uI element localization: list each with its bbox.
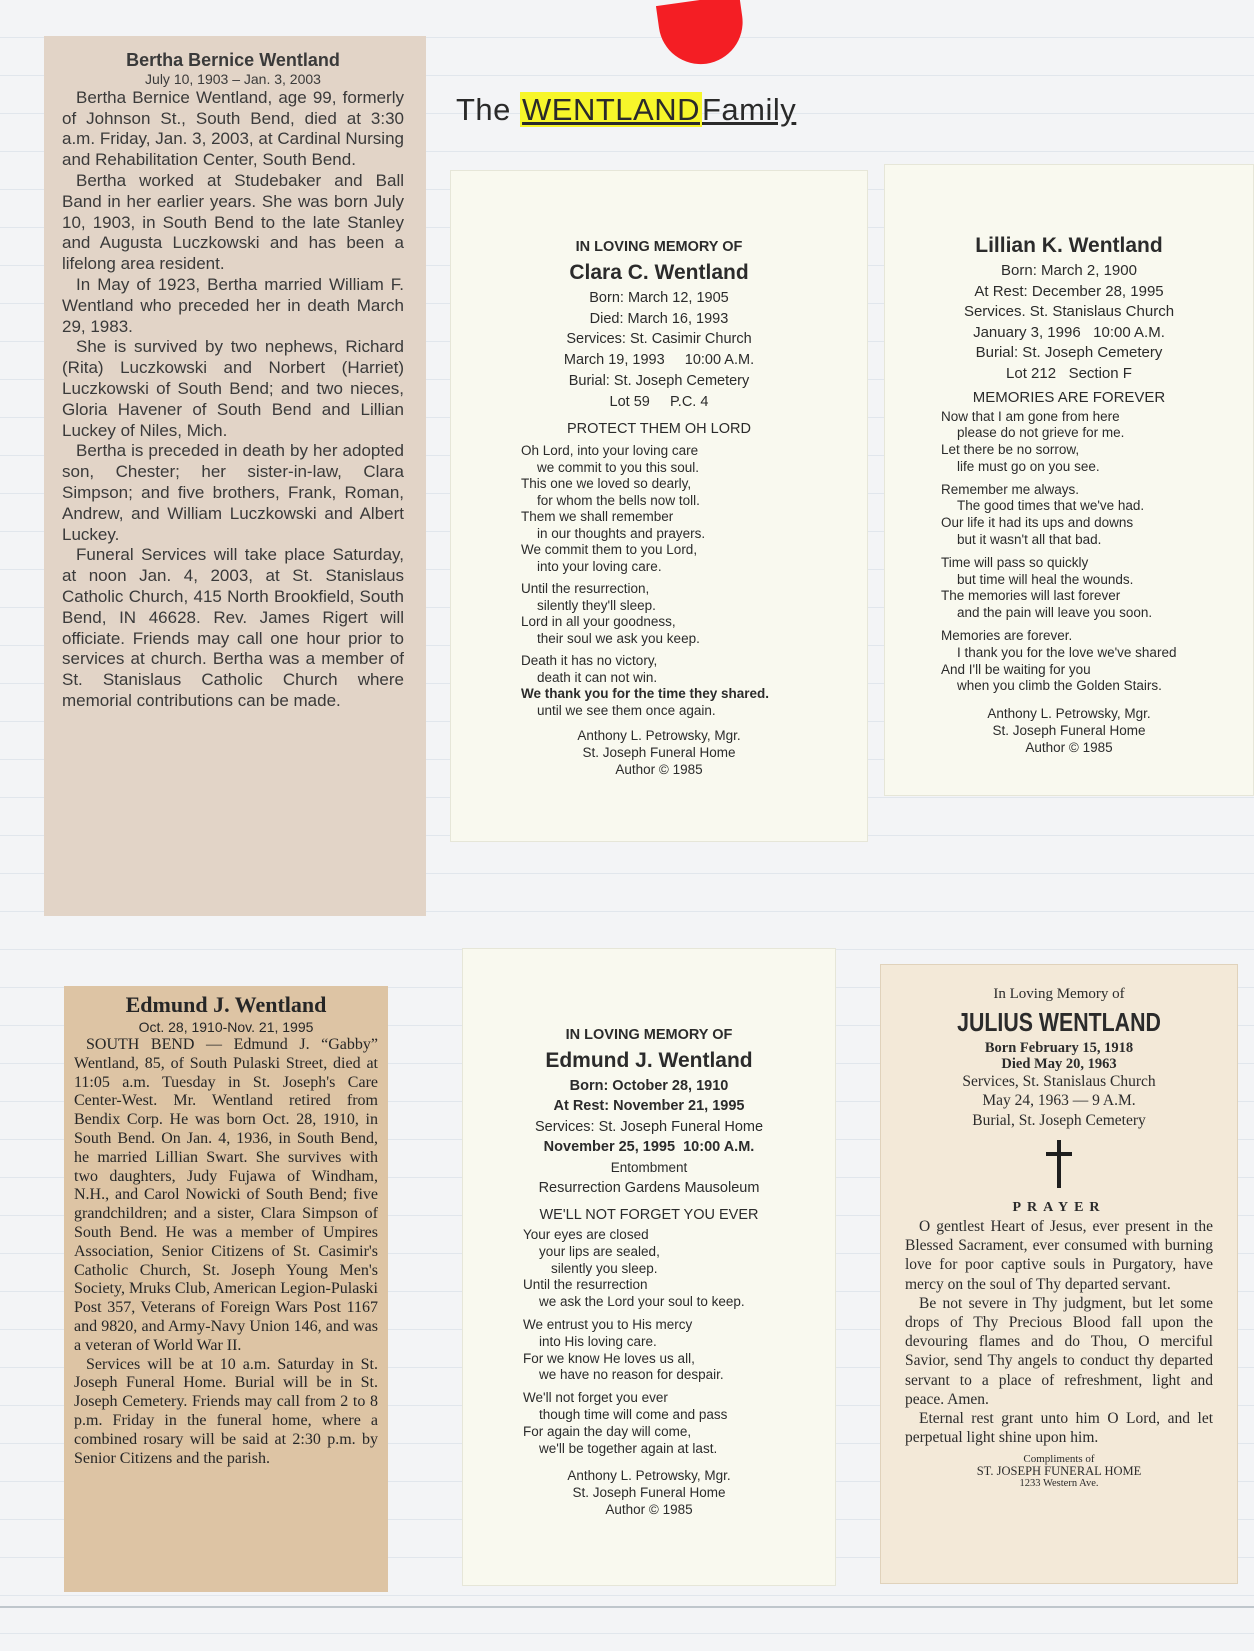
- card-services: Services: St. Casimir Church: [566, 331, 752, 348]
- poem-line: Memories are forever.: [941, 628, 1073, 644]
- poem-line: we ask the Lord your soul to keep.: [539, 1294, 745, 1310]
- poem-line: Oh Lord, into your loving care: [521, 443, 699, 459]
- card-credit: [463, 1467, 835, 1518]
- prayer-title: PRAYER: [1012, 1199, 1106, 1215]
- poem-line: Until the resurrection: [523, 1277, 648, 1293]
- poem-line: when you climb the Golden Stairs.: [957, 678, 1162, 694]
- poem-line: The memories will last forever: [941, 588, 1121, 604]
- funeral-home-address: 1233 Western Ave.: [1019, 1478, 1099, 1490]
- card-burial: Burial, St. Joseph Cemetery: [972, 1111, 1146, 1129]
- page-title: [456, 92, 796, 128]
- poem-line: we'll be together again at last.: [539, 1440, 718, 1456]
- compliments-text: Compliments of: [1023, 1453, 1095, 1466]
- obituary-paragraph: Bertha worked at Studebaker and Ball Band in her earlier years. She was born July 10, 1903, in South Bend to the late Stanley and Augusta Luczkowski and has been a lifelong area resident.: [62, 170, 404, 274]
- obituary-paragraph: Bertha is preceded in death by her adopted son, Chester; her sister-in-law, Clara Simpson; and five brothers, Frank, Roman, Andrew, and William Luczkowski and Albert Luckey.: [62, 441, 404, 544]
- card-burial: Burial: St. Joseph Cemetery: [975, 344, 1163, 361]
- prayer-paragraph: Eternal rest grant unto him O Lord, and let perpetual light shine upon him.: [905, 1410, 1213, 1447]
- poem-line: Your eyes are closed: [523, 1227, 649, 1242]
- poem-line: in our thoughts and prayers.: [537, 525, 706, 541]
- obituary-dates: July 10, 1903 – Jan. 3, 2003: [145, 70, 321, 87]
- poem-line: death it can not win.: [537, 669, 658, 685]
- poem-line: We entrust you to His mercy: [523, 1316, 693, 1332]
- poem-title: PROTECT THEM OH LORD: [567, 420, 751, 437]
- memorial-card-edmund: [462, 948, 836, 1586]
- poem-title: WE'LL NOT FORGET YOU EVER: [539, 1206, 759, 1223]
- poem-title: MEMORIES ARE FOREVER: [972, 389, 1166, 406]
- title-suffix: Family: [702, 92, 797, 127]
- card-service-date: November 25, 1995 10:00 A.M.: [543, 1139, 755, 1155]
- card-at-rest: At Rest: November 21, 1995: [553, 1098, 745, 1114]
- card-credit: [451, 727, 867, 778]
- poem-line: For again the day will come,: [523, 1423, 692, 1439]
- card-born: Born: March 2, 1900: [1001, 262, 1137, 279]
- poem-line: And I'll be waiting for you: [941, 661, 1091, 677]
- poem-line: your lips are sealed,: [539, 1243, 660, 1259]
- obituary-paragraph: She is survived by two nephews, Richard (Rita) Luczkowski and Norbert (Harriet) Luczkowski of South Bend; and two nieces, Gloria Havener of South Bend and Lillian Luckey of Niles, Mich.: [62, 337, 404, 440]
- obituary-name: Bertha Bernice Wentland: [126, 50, 340, 70]
- poem-line: Time will pass so quickly: [941, 554, 1089, 570]
- poem-line: We thank you for the time they shared.: [521, 686, 770, 702]
- poem-line: Lord in all your goodness,: [521, 614, 676, 630]
- poem-line: and the pain will leave you soon.: [957, 605, 1153, 621]
- poem-line: Let there be no sorrow,: [941, 442, 1080, 458]
- obituary-paragraph: Services will be at 10 a.m. Saturday in St. Joseph Funeral Home. Burial will be in St. Joseph Cemetery. Friends may call from 2 to 8 p.m. Friday in the funeral home, where a combined rosary will be said at 2:30 p.m. by Senior Citizens and the parish.: [74, 1355, 378, 1467]
- card-name: Edmund J. Wentland: [545, 1048, 753, 1072]
- card-mausoleum: Resurrection Gardens Mausoleum: [538, 1180, 760, 1196]
- poem-line: into His loving care.: [539, 1333, 657, 1349]
- credit-line: St. Joseph Funeral Home: [582, 745, 736, 761]
- poem-line: Death it has no victory,: [521, 653, 658, 669]
- obituary-paragraph: Bertha Bernice Wentland, age 99, formerly of Johnson St., South Bend, died at 3:30 a.m. Friday, Jan. 3, 2003, at Cardinal Nursing and Rehabilitation Center, South Bend.: [62, 87, 404, 170]
- poem-line: This one we loved so dearly,: [521, 476, 692, 492]
- poem: [463, 1227, 835, 1457]
- poem-line: For we know He loves us all,: [523, 1350, 695, 1366]
- obituary-paragraph: SOUTH BEND — Edmund J. “Gabby” Wentland, 85, of South Pulaski Street, died at 11:05 a.m. Tuesday in St. Joseph's Care Center-West. Mr. Wentland retired from Bendix Corp. He was born Oct. 28, 1910, in South Bend. On Jan. 4, 1936, in South Bend, he married Lillian Swart. She survives with two daughters, Judy Fujawa of Windham, N.H., and Carol Nowicki of South Bend; five grandchildren; and a sister, Clara Simpson of South Bend. He was a member of Umpires Association, Senior Citizens of St. Casimir's Catholic Church, St. Joseph Young Men's Society, Mruks Club, American Legion-Pulaski Post 357, Veterans of Foreign Wars Post 1167 and 9820, and Army-Navy Union 146, and was a veteran of World War II.: [74, 1036, 378, 1354]
- prayer: [881, 1217, 1237, 1447]
- card-service-date: March 19, 1993 10:00 A.M.: [563, 352, 755, 369]
- credit-line: Anthony L. Petrowsky, Mgr.: [577, 728, 741, 744]
- obituary-name: Edmund J. Wentland: [125, 992, 327, 1017]
- card-at-rest: At Rest: December 28, 1995: [974, 282, 1164, 300]
- card-credit: [885, 705, 1253, 756]
- card-burial: Burial: St. Joseph Cemetery: [568, 372, 750, 389]
- poem-line: we have no reason for despair.: [539, 1367, 724, 1383]
- card-born: Born: October 28, 1910: [569, 1077, 729, 1094]
- card-died: Died May 20, 1963: [1001, 1056, 1117, 1073]
- credit-line: Anthony L. Petrowsky, Mgr.: [987, 706, 1151, 722]
- credit-line: Anthony L. Petrowsky, Mgr.: [567, 1468, 731, 1484]
- poem-line: their soul we ask you keep.: [537, 630, 700, 646]
- obituary-clipping-edmund: [64, 986, 388, 1592]
- obituary-dates: Oct. 28, 1910-Nov. 21, 1995: [138, 1019, 314, 1035]
- prayer-paragraph: O gentlest Heart of Jesus, ever present in the Blessed Sacrament, ever consumed with burning love for poor captive souls in Purgatory, have mercy on the soul of Thy departed servant.: [905, 1218, 1213, 1293]
- poem-line: silently they'll sleep.: [537, 597, 656, 613]
- card-entombment: Entombment: [610, 1159, 688, 1175]
- funeral-home-name: ST. JOSEPH FUNERAL HOME: [976, 1464, 1142, 1479]
- card-heading: IN LOVING MEMORY OF: [575, 239, 743, 255]
- card-service-date: January 3, 1996 10:00 A.M.: [973, 323, 1165, 341]
- poem: [885, 409, 1253, 696]
- obituary-clipping-bertha: [44, 36, 426, 916]
- poem-line: until we see them once again.: [537, 702, 716, 718]
- card-name: Clara C. Wentland: [569, 260, 749, 284]
- poem-line: for whom the bells now toll.: [537, 492, 700, 508]
- poem-line: but time will heal the wounds.: [957, 571, 1134, 587]
- credit-line: Author © 1985: [605, 1502, 693, 1518]
- memorial-card-lillian: [884, 164, 1254, 796]
- card-name: JULIUS WENTLAND: [957, 1007, 1161, 1038]
- card-lot: Lot 212 Section F: [1006, 364, 1132, 382]
- card-services: Services. St. Stanislaus Church: [963, 303, 1175, 320]
- cross-icon: [1046, 1140, 1072, 1188]
- card-services: Services: St. Joseph Funeral Home: [534, 1118, 764, 1135]
- title-highlight: WENTLAND: [522, 92, 700, 127]
- red-index-tab: [656, 0, 748, 70]
- card-service-date: May 24, 1963 — 9 A.M.: [982, 1092, 1136, 1110]
- poem-line: Now that I am gone from here: [941, 408, 1120, 424]
- poem: [451, 443, 867, 719]
- poem-line: life must go on you see.: [957, 458, 1100, 474]
- credit-line: Author © 1985: [1025, 740, 1113, 756]
- poem-line: The good times that we've had.: [957, 498, 1145, 514]
- poem-line: silently you sleep.: [551, 1260, 658, 1276]
- sheet-protector-edge: [0, 1606, 1254, 1608]
- poem-line: we commit to you this soul.: [537, 459, 700, 475]
- card-born: Born February 15, 1918: [984, 1040, 1134, 1057]
- obituary-paragraph: Funeral Services will take place Saturday, at noon Jan. 4, 2003, at St. Stanislaus Catholic Church, 415 North Brookfield, South Bend, IN 46628. Rev. James Rigert will officiate. Friends may call one hour prior to services at church. Bertha was a member of St. Stanislaus Catholic Church where memorial contributions can be made.: [62, 545, 404, 710]
- card-services: Services, St. Stanislaus Church: [962, 1073, 1156, 1091]
- memorial-card-clara: [450, 170, 868, 842]
- card-heading: IN LOVING MEMORY OF: [565, 1027, 733, 1043]
- poem-line: I thank you for the love we've shared: [957, 644, 1177, 660]
- title-prefix: The: [456, 92, 511, 127]
- poem-line: please do not grieve for me.: [957, 425, 1125, 441]
- card-heading: In Loving Memory of: [993, 986, 1125, 1002]
- credit-line: Author © 1985: [615, 762, 703, 778]
- credit-line: St. Joseph Funeral Home: [992, 723, 1146, 739]
- card-lot: Lot 59 P.C. 4: [609, 393, 709, 410]
- credit-line: St. Joseph Funeral Home: [572, 1485, 726, 1501]
- poem-line: though time will come and pass: [539, 1406, 728, 1422]
- card-name: Lillian K. Wentland: [975, 234, 1163, 257]
- card-died: Died: March 16, 1993: [589, 310, 729, 327]
- prayer-paragraph: Be not severe in Thy judgment, but let some drops of Thy Precious Blood fall upon the devouring flames and do Thou, O merciful Savior, send Thy angels to conduct thy departed servant to a place of refreshment, light and peace. Amen.: [905, 1294, 1213, 1408]
- poem-line: Until the resurrection,: [521, 581, 650, 597]
- card-born: Born: March 12, 1905: [589, 289, 729, 306]
- poem-line: but it wasn't all that bad.: [957, 532, 1102, 548]
- obituary-paragraph: In May of 1923, Bertha married William F. Wentland who preceded her in death March 29, 1983.: [62, 274, 404, 336]
- poem-line: We'll not forget you ever: [523, 1390, 668, 1406]
- poem-line: Remember me always.: [941, 481, 1080, 497]
- memorial-card-julius: [880, 964, 1238, 1584]
- poem-line: Them we shall remember: [521, 509, 674, 525]
- poem-line: Our life it had its ups and downs: [941, 515, 1134, 531]
- poem-line: We commit them to you Lord,: [521, 542, 698, 558]
- poem-line: into your loving care.: [537, 558, 662, 574]
